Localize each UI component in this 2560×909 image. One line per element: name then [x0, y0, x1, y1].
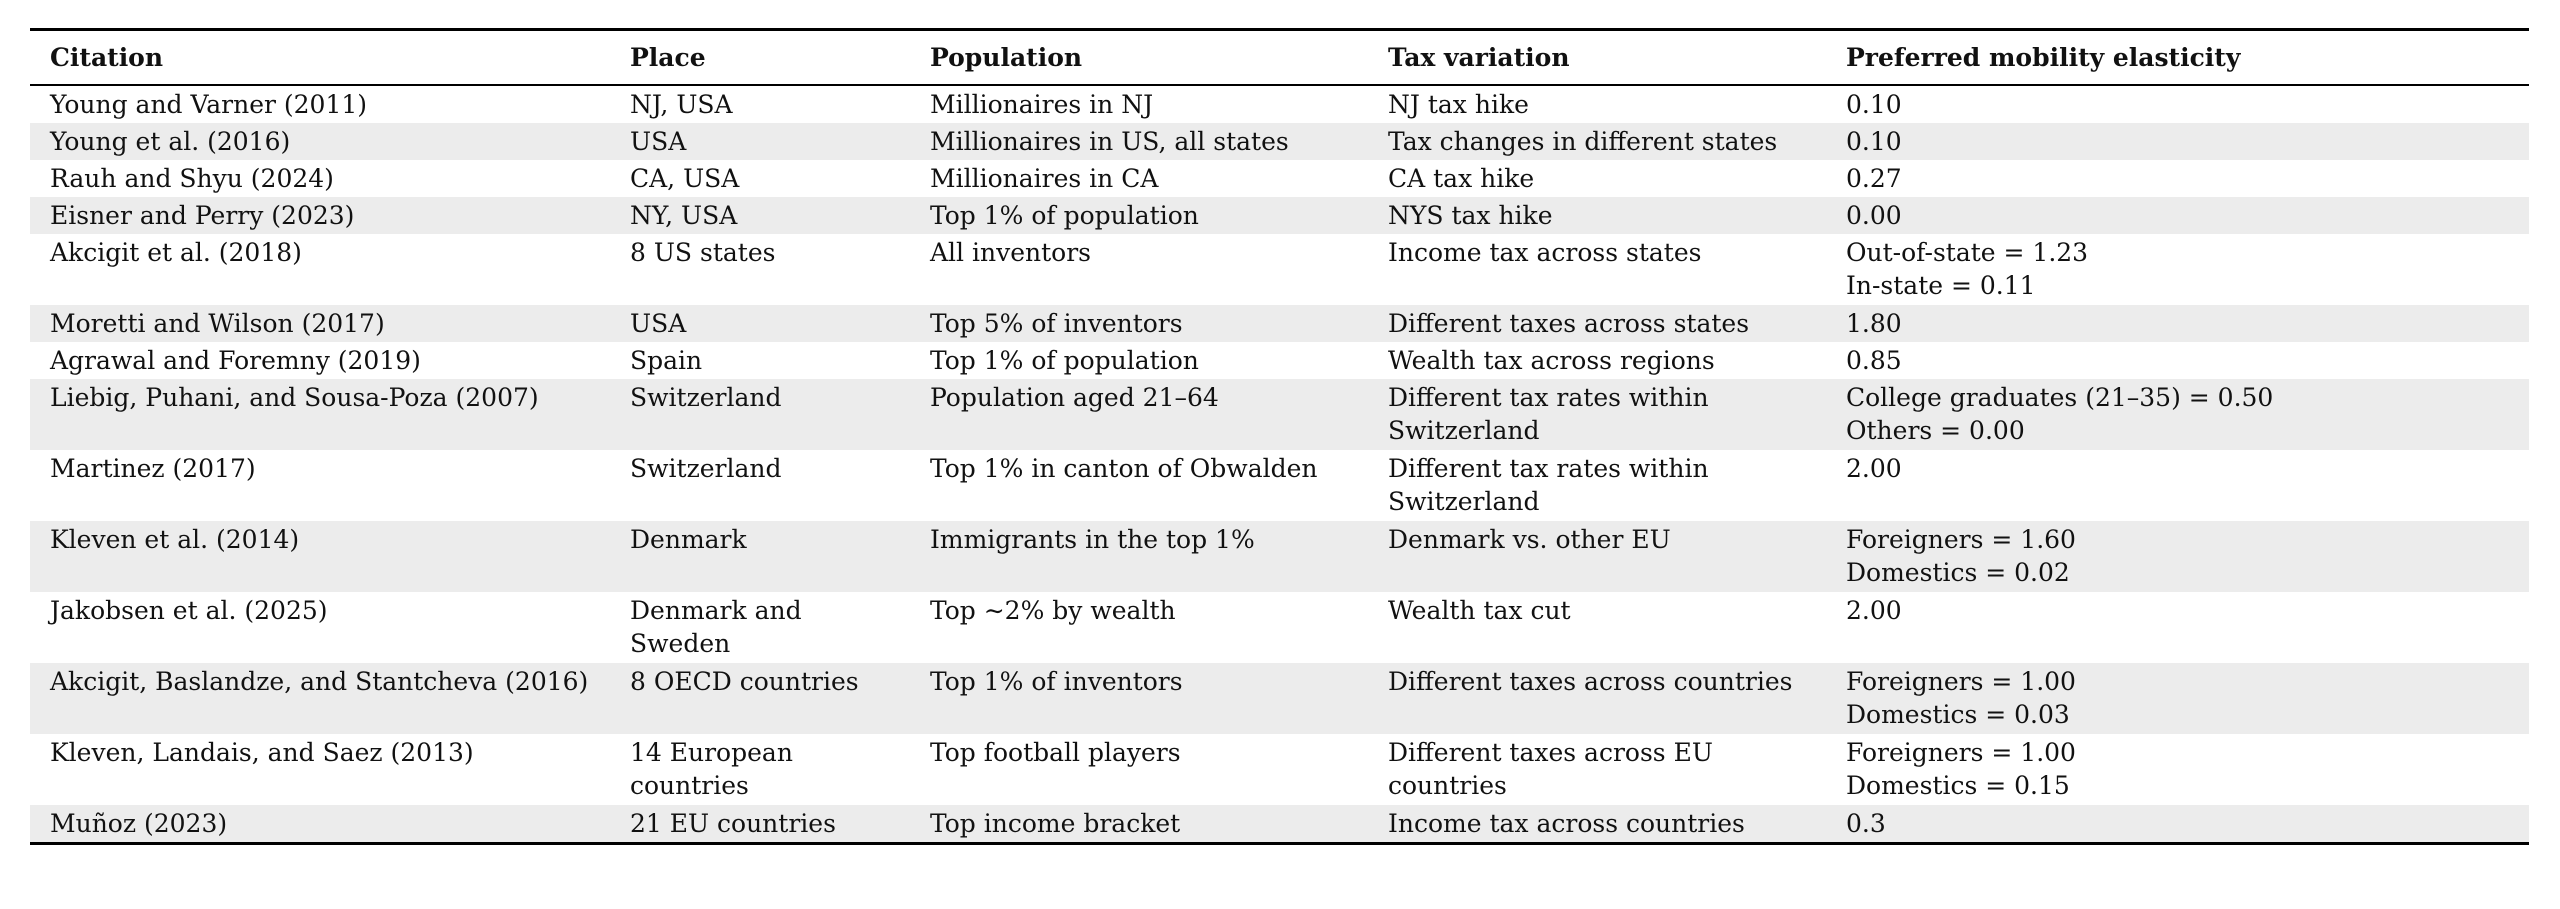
cell-population-line: Top 1% of population: [930, 346, 1199, 375]
cell-place-line: 8 OECD countries: [630, 667, 859, 696]
cell-elasticity-line: Foreigners = 1.00: [1846, 667, 2076, 696]
table-row: [30, 342, 2529, 379]
cell-population-line: Top income bracket: [930, 809, 1181, 838]
cell-place: [610, 592, 910, 663]
header-elasticity: Preferred mobility elasticity: [1846, 43, 2241, 72]
cell-elasticity-line: 0.3: [1846, 809, 1886, 838]
cell-population-line: Millionaires in NJ: [930, 90, 1154, 119]
cell-tax-variation-line: Switzerland: [1388, 416, 1540, 445]
cell-population: [910, 805, 1368, 842]
cell-citation: Akcigit et al. (2018): [50, 238, 302, 267]
cell-place: [610, 197, 910, 234]
cell-tax-variation-line: countries: [1388, 771, 1507, 800]
cell-elasticity: [1826, 160, 2529, 197]
cell-population: [910, 379, 1368, 450]
cell-place: [610, 305, 910, 342]
cell-tax-variation-line: Tax changes in different states: [1388, 127, 1778, 156]
table-bottom-rule: [30, 842, 2529, 845]
cell-population: [910, 450, 1368, 521]
cell-tax-variation-line: Different taxes across countries: [1388, 667, 1793, 696]
cell-place-line: NY, USA: [630, 201, 738, 230]
cell-population: [910, 123, 1368, 160]
cell-tax-variation-line: Different taxes across states: [1388, 309, 1750, 338]
cell-elasticity: [1826, 592, 2529, 663]
cell-tax-variation: [1368, 342, 1826, 379]
cell-place-line: 8 US states: [630, 238, 776, 267]
cell-population: [910, 592, 1368, 663]
cell-place: [610, 123, 910, 160]
cell-tax-variation: [1368, 234, 1826, 305]
cell-tax-variation-line: Income tax across states: [1388, 238, 1702, 267]
cell-place-line: USA: [630, 309, 687, 338]
cell-elasticity-line: Others = 0.00: [1846, 416, 2025, 445]
cell-place: [610, 86, 910, 123]
cell-population: [910, 305, 1368, 342]
table-header-row: [30, 31, 2529, 84]
cell-tax-variation-line: Income tax across countries: [1388, 809, 1745, 838]
table-row: [30, 734, 2529, 805]
cell-tax-variation-line: Denmark vs. other EU: [1388, 525, 1671, 554]
cell-citation: Young and Varner (2011): [50, 90, 368, 119]
cell-elasticity-line: 0.00: [1846, 201, 1902, 230]
cell-elasticity-line: 2.00: [1846, 454, 1902, 483]
cell-tax-variation: [1368, 305, 1826, 342]
cell-citation: Kleven et al. (2014): [50, 525, 300, 554]
cell-elasticity-line: Foreigners = 1.00: [1846, 738, 2076, 767]
cell-place-line: 14 European: [630, 738, 793, 767]
cell-elasticity-line: Domestics = 0.15: [1846, 771, 2070, 800]
cell-citation: Akcigit, Baslandze, and Stantcheva (2016): [50, 667, 589, 696]
cell-place: [610, 234, 910, 305]
cell-population: [910, 734, 1368, 805]
cell-population-line: Top 1% of inventors: [930, 667, 1183, 696]
cell-population: [910, 342, 1368, 379]
cell-place: [610, 160, 910, 197]
cell-tax-variation-line: Wealth tax cut: [1388, 596, 1571, 625]
table-row: [30, 379, 2529, 450]
cell-elasticity-line: Domestics = 0.02: [1846, 558, 2070, 587]
cell-population: [910, 521, 1368, 592]
cell-place-line: Spain: [630, 346, 703, 375]
header-population: Population: [930, 43, 1083, 72]
cell-tax-variation-line: Different taxes across EU: [1388, 738, 1713, 767]
header-place: Place: [630, 43, 706, 72]
cell-population-line: Millionaires in CA: [930, 164, 1159, 193]
cell-place-line: countries: [630, 771, 749, 800]
cell-place-line: Denmark: [630, 525, 747, 554]
header-citation: Citation: [50, 43, 164, 72]
table-body: [30, 86, 2529, 842]
table-row: [30, 197, 2529, 234]
cell-place: [610, 805, 910, 842]
cell-place: [610, 342, 910, 379]
cell-tax-variation-line: Wealth tax across regions: [1388, 346, 1715, 375]
table-row: [30, 592, 2529, 663]
cell-elasticity: [1826, 197, 2529, 234]
cell-tax-variation-line: Switzerland: [1388, 487, 1540, 516]
cell-tax-variation: [1368, 663, 1826, 734]
table-row: [30, 234, 2529, 305]
cell-elasticity-line: 0.10: [1846, 90, 1902, 119]
table-row: [30, 160, 2529, 197]
cell-tax-variation: [1368, 197, 1826, 234]
cell-tax-variation-line: Different tax rates within: [1388, 454, 1709, 483]
cell-elasticity-line: Foreigners = 1.60: [1846, 525, 2076, 554]
table-row: [30, 450, 2529, 521]
cell-tax-variation: [1368, 123, 1826, 160]
cell-population: [910, 160, 1368, 197]
table-row: [30, 305, 2529, 342]
cell-place: [610, 521, 910, 592]
cell-tax-variation: [1368, 521, 1826, 592]
cell-population-line: Immigrants in the top 1%: [930, 525, 1255, 554]
cell-elasticity: [1826, 521, 2529, 592]
cell-tax-variation-line: Different tax rates within: [1388, 383, 1709, 412]
cell-elasticity: [1826, 342, 2529, 379]
cell-place-line: CA, USA: [630, 164, 740, 193]
cell-place: [610, 663, 910, 734]
table-row: [30, 521, 2529, 592]
cell-citation: Moretti and Wilson (2017): [50, 309, 385, 338]
cell-tax-variation-line: NJ tax hike: [1388, 90, 1529, 119]
cell-population-line: Millionaires in US, all states: [930, 127, 1289, 156]
cell-elasticity-line: In-state = 0.11: [1846, 271, 2036, 300]
cell-citation: Rauh and Shyu (2024): [50, 164, 334, 193]
cell-population-line: Top 1% in canton of Obwalden: [930, 454, 1318, 483]
cell-elasticity-line: 2.00: [1846, 596, 1902, 625]
cell-elasticity-line: Domestics = 0.03: [1846, 700, 2070, 729]
cell-place-line: Denmark and: [630, 596, 802, 625]
cell-citation: Young et al. (2016): [50, 127, 291, 156]
cell-place-line: NJ, USA: [630, 90, 733, 119]
cell-citation: Muñoz (2023): [50, 809, 228, 838]
cell-place: [610, 379, 910, 450]
cell-population: [910, 234, 1368, 305]
header-tax-variation: Tax variation: [1388, 43, 1570, 72]
cell-population-line: Top 1% of population: [930, 201, 1199, 230]
cell-tax-variation: [1368, 592, 1826, 663]
table-row: [30, 805, 2529, 842]
cell-place: [610, 450, 910, 521]
cell-citation: Jakobsen et al. (2025): [50, 596, 328, 625]
cell-tax-variation-line: NYS tax hike: [1388, 201, 1553, 230]
cell-place-line: USA: [630, 127, 687, 156]
cell-tax-variation: [1368, 450, 1826, 521]
cell-place-line: Sweden: [630, 629, 731, 658]
cell-elasticity: [1826, 123, 2529, 160]
cell-citation: Agrawal and Foremny (2019): [50, 346, 421, 375]
cell-elasticity-line: 0.27: [1846, 164, 1902, 193]
cell-elasticity: [1826, 450, 2529, 521]
cell-place-line: Switzerland: [630, 383, 782, 412]
cell-elasticity: [1826, 305, 2529, 342]
cell-elasticity-line: Out-of-state = 1.23: [1846, 238, 2089, 267]
cell-tax-variation: [1368, 86, 1826, 123]
cell-tax-variation: [1368, 160, 1826, 197]
cell-elasticity: [1826, 805, 2529, 842]
table-row: [30, 663, 2529, 734]
cell-citation: Kleven, Landais, and Saez (2013): [50, 738, 474, 767]
cell-place-line: 21 EU countries: [630, 809, 836, 838]
elasticity-table: [30, 28, 2529, 845]
cell-place-line: Switzerland: [630, 454, 782, 483]
cell-elasticity-line: College graduates (21–35) = 0.50: [1846, 383, 2274, 412]
cell-elasticity: [1826, 663, 2529, 734]
cell-population-line: Population aged 21–64: [930, 383, 1219, 412]
cell-place: [610, 734, 910, 805]
table-row: [30, 86, 2529, 123]
cell-elasticity: [1826, 379, 2529, 450]
cell-tax-variation: [1368, 734, 1826, 805]
cell-elasticity: [1826, 86, 2529, 123]
cell-tax-variation: [1368, 379, 1826, 450]
table-row: [30, 123, 2529, 160]
cell-population-line: Top football players: [930, 738, 1181, 767]
cell-citation: Liebig, Puhani, and Sousa-Poza (2007): [50, 383, 539, 412]
cell-tax-variation: [1368, 805, 1826, 842]
cell-citation: Eisner and Perry (2023): [50, 201, 355, 230]
cell-elasticity: [1826, 234, 2529, 305]
cell-population: [910, 86, 1368, 123]
cell-elasticity: [1826, 734, 2529, 805]
cell-elasticity-line: 1.80: [1846, 309, 1902, 338]
cell-citation: Martinez (2017): [50, 454, 256, 483]
cell-population: [910, 663, 1368, 734]
cell-population: [910, 197, 1368, 234]
cell-tax-variation-line: CA tax hike: [1388, 164, 1535, 193]
cell-population-line: All inventors: [930, 238, 1091, 267]
cell-population-line: Top 5% of inventors: [930, 309, 1183, 338]
cell-elasticity-line: 0.85: [1846, 346, 1902, 375]
cell-population-line: Top ∼2% by wealth: [930, 596, 1176, 625]
cell-elasticity-line: 0.10: [1846, 127, 1902, 156]
